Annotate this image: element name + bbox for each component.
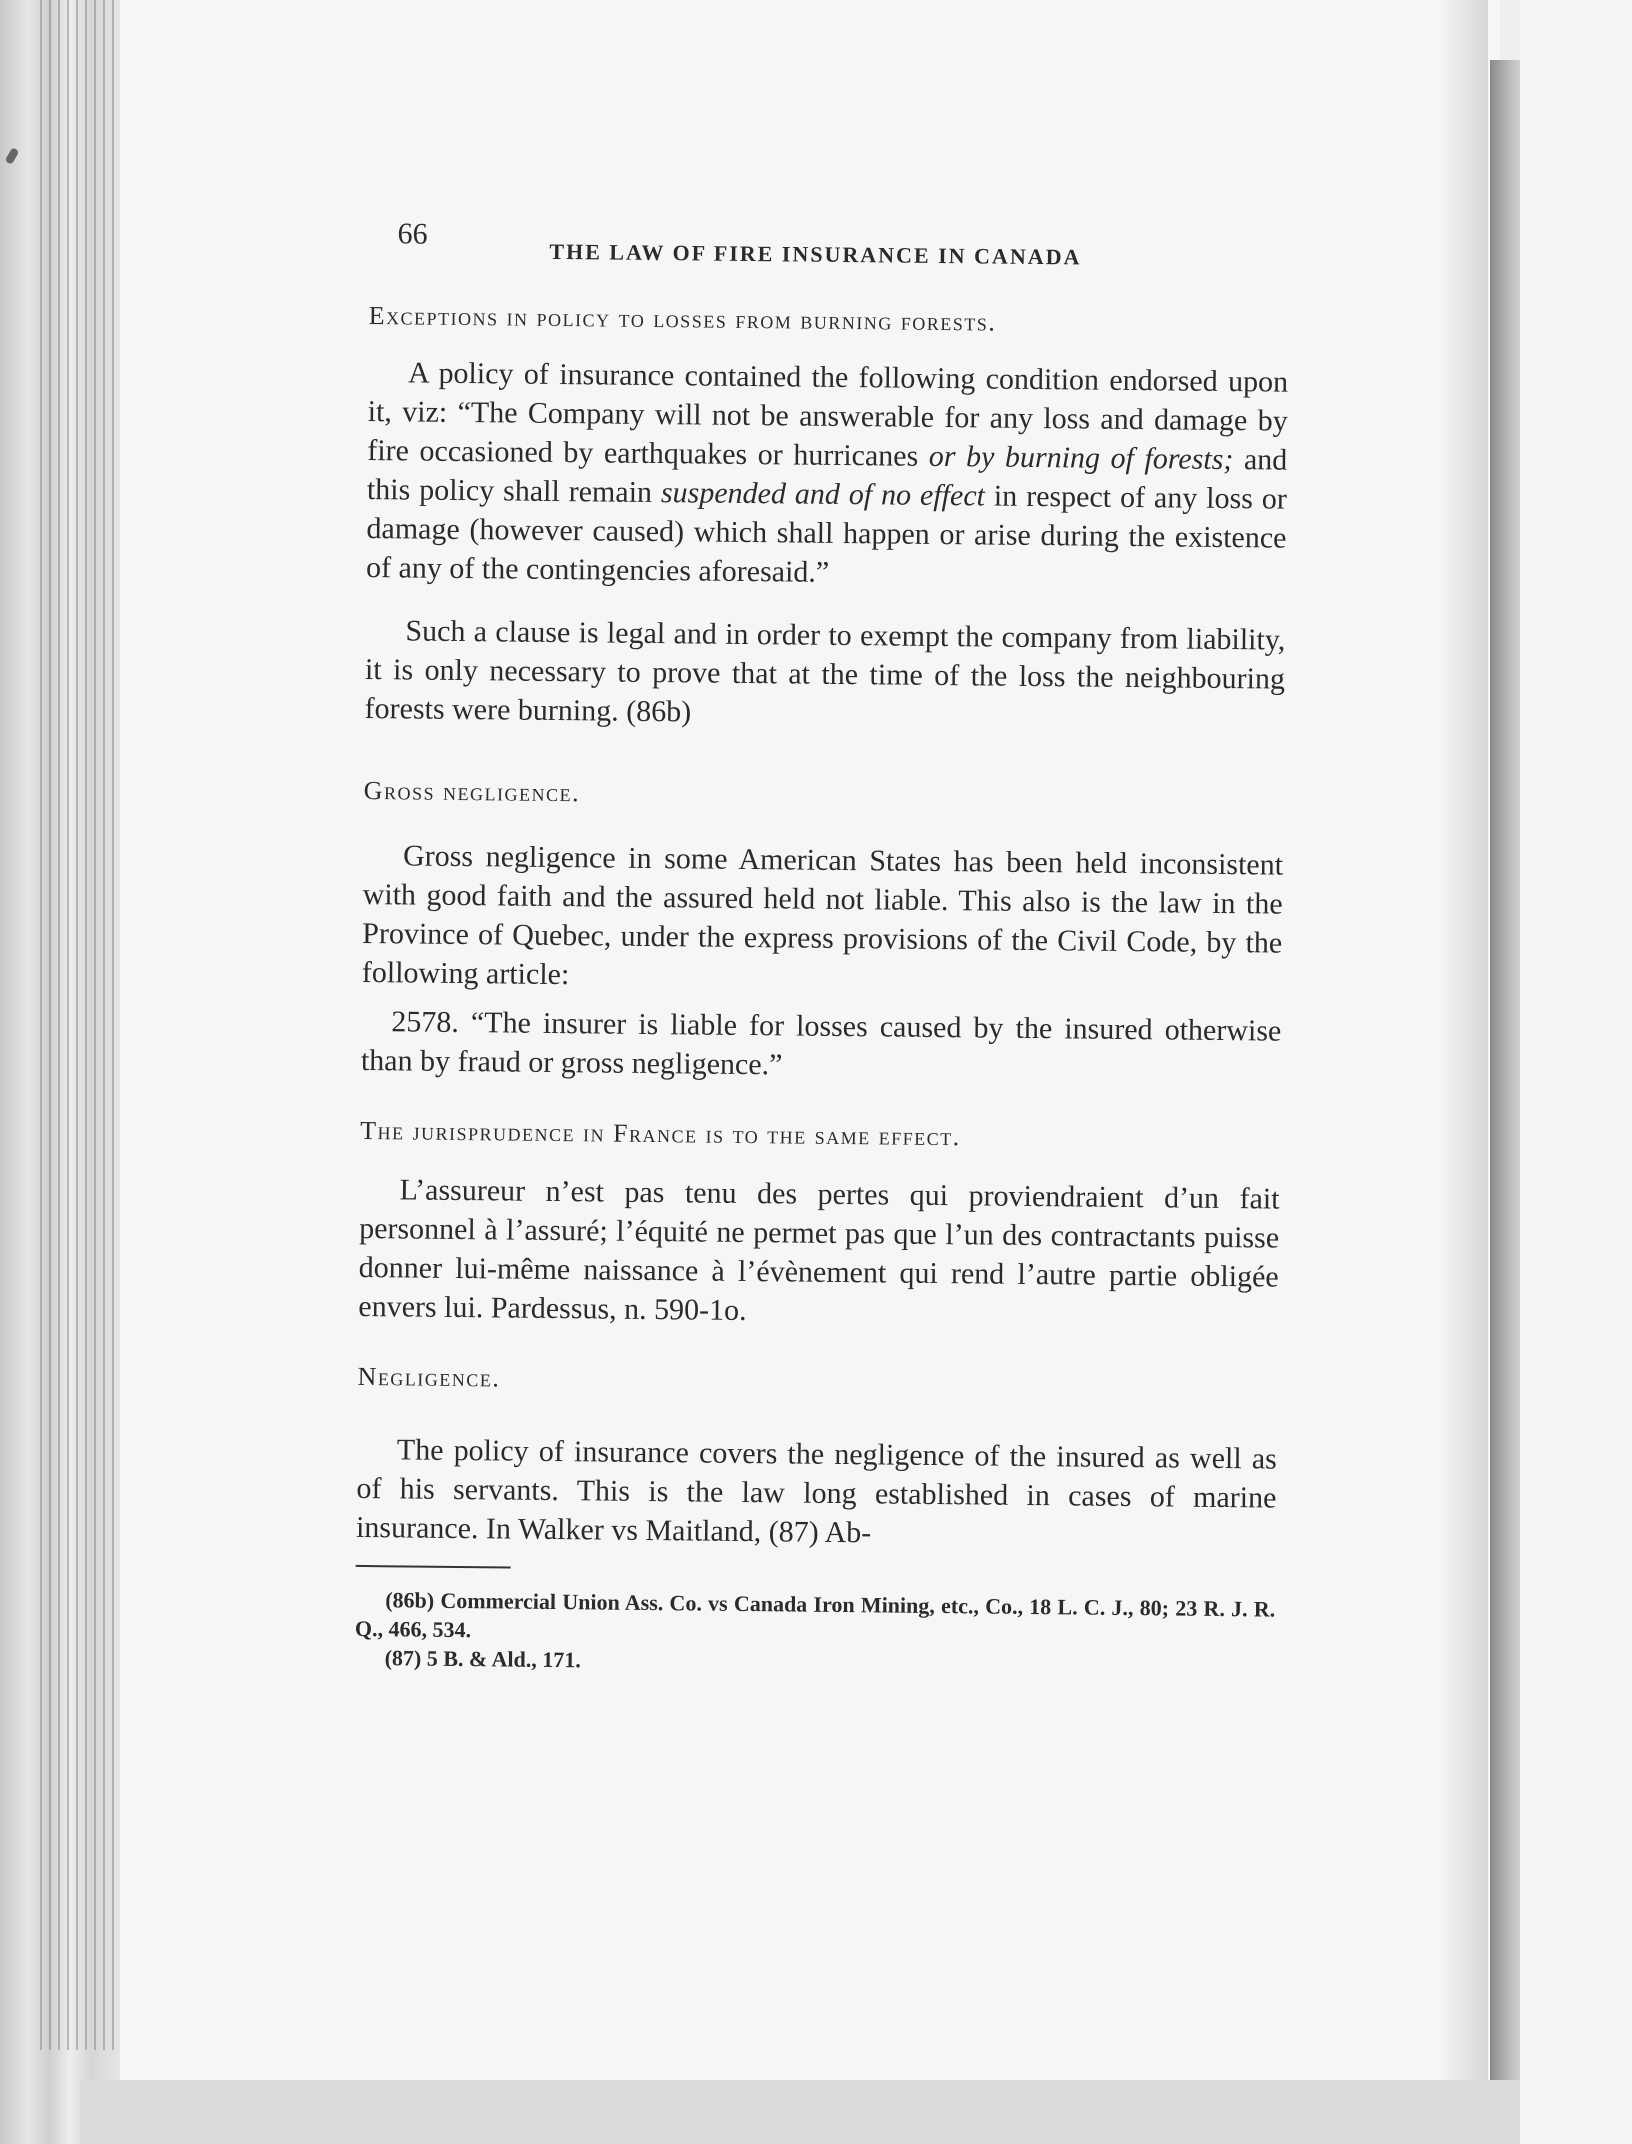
paragraph: Gross negligence in some American States has been held inconsistent with good faith and the assured held not liable. This also is the law in the Province of Quebec, under the express provisions of the Civil Code, by the following article: <box>361 839 1284 992</box>
footnote-rule <box>356 1565 511 1569</box>
paragraph: The policy of insurance covers the negligence of the insured as well as of his servants. This is the law long established in cases of marine insurance. In Walker vs Maitland, (87) Ab- <box>355 1433 1277 1550</box>
gutter-shadow <box>1490 60 1520 2090</box>
footnote: (86b) Commercial Union Ass. Co. vs Canada Iron Mining, etc., Co., 18 L. C. J., 80; 23 R. J. R. Q., 466, 534. <box>354 1587 1276 1643</box>
page-bottom-edge <box>80 2080 1520 2144</box>
paragraph: L’assureur n’est pas tenu des pertes qui proviendraient d’un fait personnel à l’assuré; l’équité ne permet pas que l’un des contractants puisse donner lui-même naissance à l’évènement qui rend l’autre partie obligée envers lui. Pardessus, n. 590-1o. <box>358 1173 1280 1328</box>
footnote: (87) 5 B. & Ald., 171. <box>384 1645 581 1673</box>
section-heading: The jurisprudence in France is to the same effect. <box>360 1115 961 1152</box>
article-quote: 2578. “The insurer is liable for losses caused by the insured otherwise than by fraud or gross negligence.” <box>360 1005 1282 1082</box>
section-heading: Gross negligence. <box>363 775 581 808</box>
page-content <box>355 195 1290 1682</box>
page-number: 66 <box>397 217 428 251</box>
paragraph: Such a clause is legal and in order to exempt the company from liability, it is only necessary to prove that at the time of the loss the neighbouring forests were burning. (86b) <box>364 614 1286 729</box>
running-head <box>369 195 1290 270</box>
section-heading: Negligence. <box>357 1361 501 1393</box>
facing-page-sliver <box>1520 0 1632 2144</box>
gutter-shading <box>1438 0 1488 2144</box>
paragraph: A policy of insurance contained the following condition endorsed upon it, viz: “The Company will not be answerable for any loss and damage by fire occasioned by earthquakes or hurricanes or by burning of forests; and this policy shall remain suspended and of no effect in respect of any loss or damage (however caused) which shall happen or arise during the existence of any of the contingencies aforesaid.” <box>365 356 1289 589</box>
running-title: THE LAW OF FIRE INSURANCE IN CANADA <box>549 238 1082 270</box>
section-heading: Exceptions in policy to losses from burning forests. <box>368 300 997 337</box>
